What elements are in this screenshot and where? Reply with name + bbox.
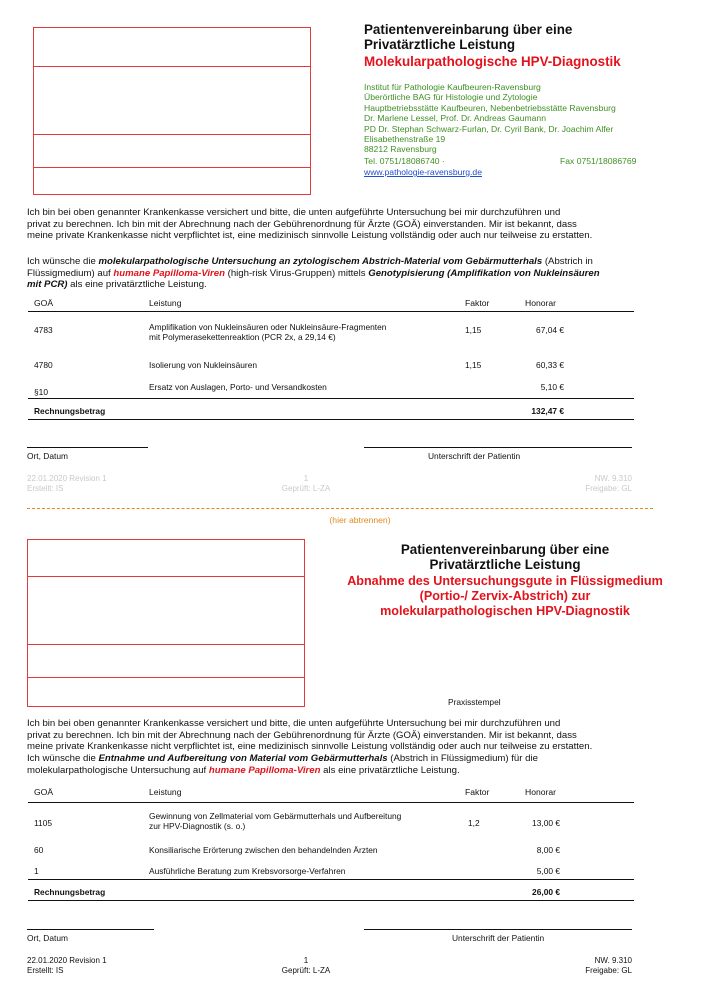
- signature-label: Unterschrift der Patientin: [428, 451, 521, 461]
- footer-left: 22.01.2020 Revision 1 Erstellt: IS: [27, 474, 107, 493]
- institute-fax: Fax 0751/18086769: [560, 156, 637, 166]
- col-header-honorar: Honorar: [525, 298, 557, 308]
- cell-faktor: 1,15: [465, 325, 482, 335]
- cell-leistung: Ausführliche Beratung zum Krebsvorsorge-Verfahren: [149, 866, 346, 876]
- cell-leistung: Konsiliarische Erörterung zwischen den behandelnden Ärzten: [149, 845, 378, 855]
- total-value: 132,47 €: [531, 406, 564, 416]
- institute-address: Institut für Pathologie Kaufbeuren-Ravensburg Überörtliche BAG für Histologie und Zytologie Hauptbetriebsstätte Kaufbeuren, Nebenbetriebsstätte Ravensburg Dr. Marlene Lessel, Prof. Dr. Andreas Gaumann PD Dr. Stephan Schwarz-Furlan, Dr. Cyril Bank, Dr. Joachim Alfer Elisabethenstraße 19 88212 Ravensburg: [364, 82, 616, 155]
- cell-honorar: 8,00 €: [536, 845, 560, 855]
- col-header-leistung: Leistung: [149, 787, 182, 797]
- cell-leistung: Ersatz von Auslagen, Porto- und Versandkosten: [149, 382, 327, 392]
- consent-text: Ich bin bei oben genannter Krankenkasse versichert und bitte, die unten aufgeführte Untersuchung bei mir durchzuführen und privat zu berechnen. Ich bin mit der Abrechnung nach der Gebührenordnung für Ärzte (GOÄ) einverstanden. Mir ist bekannt, dass meine private Krankenkasse nicht verpflichtet ist, eine medizinisch sinnvolle Leistung vollständig oder auch nur teilweise zu erstatten.: [27, 718, 593, 752]
- cell-goa: 60: [34, 845, 44, 855]
- request-text: Ich wünsche die molekularpathologische Untersuchung an zytologischem Abstrich-Material vom Gebärmutterhals (Abstrich in Flüssigmedium) auf humane Papilloma-Viren (high-risk Virus-Gruppen) mittels Genotypisierung (Amplifikation von Nukleinsäuren mit PCR) als eine privatärztliche Leistung.: [27, 256, 600, 290]
- table-bottom-rule: [28, 419, 634, 420]
- field-divider: [27, 644, 305, 645]
- footer-right: NW. 9.310 Freigabe: GL: [585, 474, 632, 493]
- cell-goa: 4780: [34, 360, 53, 370]
- place-date-label: Ort, Datum: [27, 933, 68, 943]
- insurance-field-box[interactable]: [33, 27, 311, 195]
- cell-honorar: 5,00 €: [536, 866, 560, 876]
- table-header-rule: [28, 311, 634, 312]
- cell-leistung: Gewinnung von Zellmaterial vom Gebärmutterhals und Aufbereitung zur HPV-Diagnostik (s. o.): [149, 811, 402, 831]
- field-divider: [27, 576, 305, 577]
- cell-honorar: 60,33 €: [536, 360, 564, 370]
- place-date-line[interactable]: [27, 929, 154, 930]
- total-value: 26,00 €: [532, 887, 560, 897]
- footer-right: NW. 9.310 Freigabe: GL: [585, 956, 632, 975]
- field-divider: [33, 167, 311, 168]
- cell-leistung: Amplifikation von Nukleinsäuren oder Nukleinsäure-Fragmenten mit Polymerasekettenreaktion (PCR 2x, a 29,14 €): [149, 322, 387, 342]
- col-header-leistung: Leistung: [149, 298, 182, 308]
- total-label: Rechnungsbetrag: [34, 887, 106, 897]
- cell-faktor: 1,15: [465, 360, 482, 370]
- col-header-goa: GOÄ: [34, 787, 54, 797]
- col-header-honorar: Honorar: [525, 787, 557, 797]
- col-header-goa: GOÄ: [34, 298, 54, 308]
- page-title: Patientenvereinbarung über eine Privatärztliche Leistung: [400, 542, 610, 572]
- field-divider: [33, 134, 311, 135]
- institute-tel: Tel. 0751/18086740 ·: [364, 156, 445, 166]
- cell-honorar: 5,10 €: [540, 382, 564, 392]
- cut-line: [27, 508, 653, 509]
- place-date-line[interactable]: [27, 447, 148, 448]
- table-total-rule: [28, 879, 634, 880]
- place-date-label: Ort, Datum: [27, 451, 68, 461]
- cell-goa: 4783: [34, 325, 53, 335]
- field-divider: [27, 677, 305, 678]
- footer-center: 1 Geprüft: L-ZA: [281, 956, 331, 975]
- cell-honorar: 13,00 €: [532, 818, 560, 828]
- page-title: Patientenvereinbarung über eine Privatärztliche Leistung: [364, 22, 573, 52]
- cell-leistung: Isolierung von Nukleinsäuren: [149, 360, 258, 370]
- col-header-faktor: Faktor: [465, 787, 490, 797]
- institute-website-link[interactable]: www.pathologie-ravensburg.de: [364, 167, 482, 177]
- cell-goa: 1105: [34, 818, 53, 828]
- table-header-rule: [28, 802, 634, 803]
- page-subtitle: Abnahme des Untersuchungsgute in Flüssigmedium (Portio-/ Zervix-Abstrich) zur molekularpathologischen HPV-Diagnostik: [347, 574, 663, 618]
- request-text: Ich wünsche die Entnahme und Aufbereitung von Material vom Gebärmutterhals (Abstrich in Flüssigmedium) für die molekularpathologische Untersuchung auf humane Papilloma-Viren als eine privatärztliche Leistung.: [27, 753, 538, 776]
- signature-line[interactable]: [364, 447, 632, 448]
- cell-goa: §10: [34, 387, 48, 397]
- total-label: Rechnungsbetrag: [34, 406, 106, 416]
- signature-label: Unterschrift der Patientin: [452, 933, 545, 943]
- cell-honorar: 67,04 €: [536, 325, 564, 335]
- signature-line[interactable]: [364, 929, 632, 930]
- footer-left: 22.01.2020 Revision 1 Erstellt: IS: [27, 956, 107, 975]
- footer-center: 1 Geprüft: L-ZA: [281, 474, 331, 493]
- cell-goa: 1: [34, 866, 39, 876]
- consent-text: Ich bin bei oben genannter Krankenkasse versichert und bitte, die unten aufgeführte Untersuchung bei mir durchzuführen und privat zu berechnen. Ich bin mit der Abrechnung nach der Gebührenordnung für Ärzte (GOÄ) einverstanden. Mir ist bekannt, dass meine private Krankenkasse nicht verpflichtet ist, eine medizinisch sinnvolle Leistung vollständig oder auch nur teilweise zu erstatten.: [27, 207, 593, 241]
- cut-label: (hier abtrennen): [329, 515, 391, 525]
- page-subtitle: Molekularpathologische HPV-Diagnostik: [364, 54, 621, 69]
- cell-faktor: 1,2: [468, 818, 480, 828]
- practice-stamp-label: Praxisstempel: [448, 697, 501, 707]
- table-total-rule: [28, 398, 634, 399]
- field-divider: [33, 66, 311, 67]
- insurance-field-box[interactable]: [27, 539, 305, 707]
- table-bottom-rule: [28, 900, 634, 901]
- col-header-faktor: Faktor: [465, 298, 490, 308]
